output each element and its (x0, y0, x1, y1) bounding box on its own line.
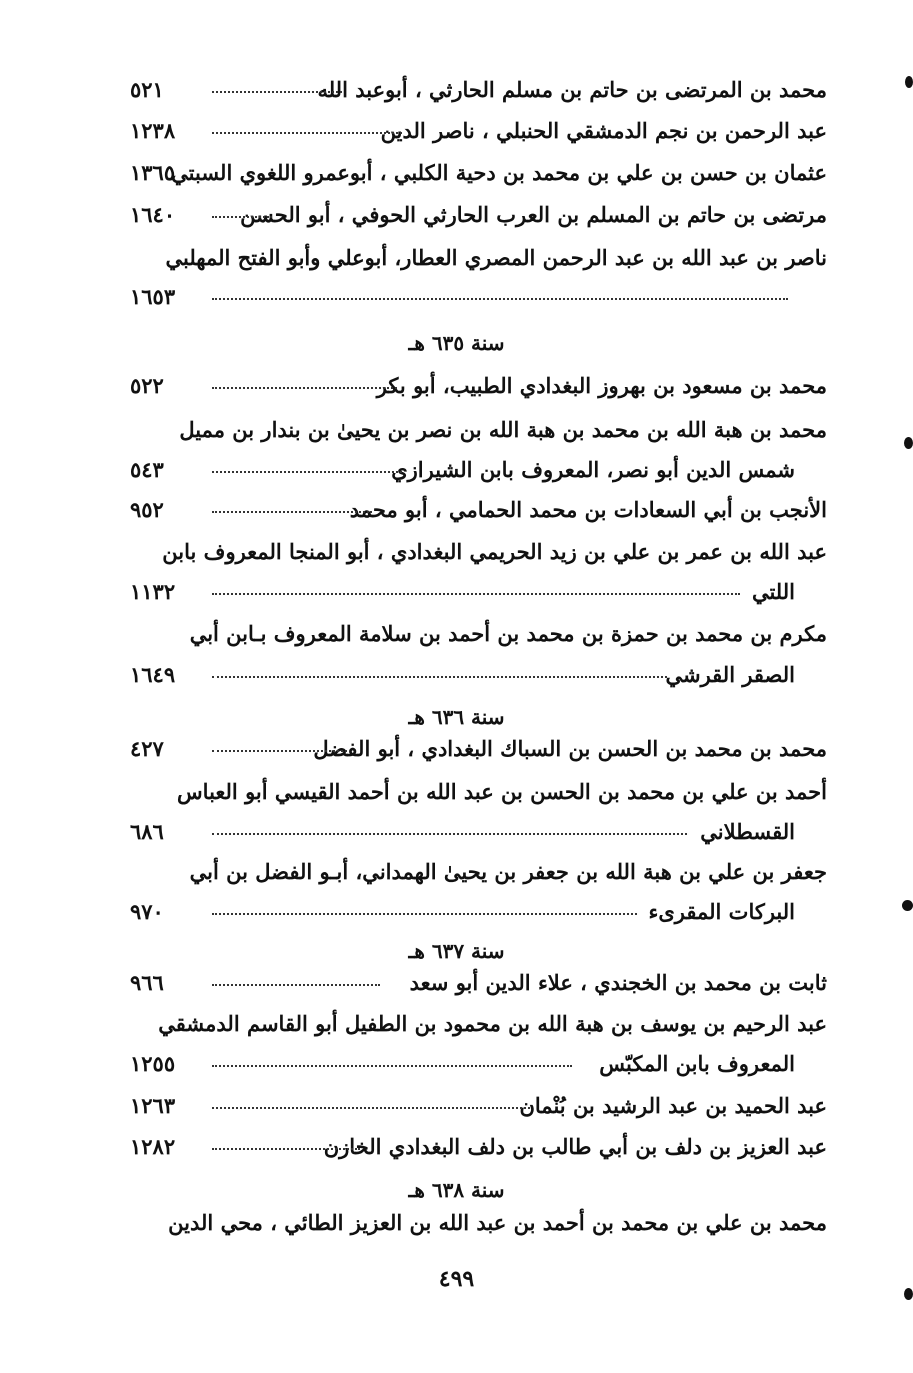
leader-dots (212, 216, 272, 218)
entry-name: ناصر بن عبد الله بن عبد الرحمن المصري العطار، أبوعلي وأبو الفتح المهلبي (165, 245, 827, 270)
index-entry-continuation (0, 892, 913, 932)
entry-name: جعفر بن علي بن هبة الله بن جعفر بن يحيىٰ الهمداني، أبـو الفضل بن أبي (189, 859, 827, 884)
index-entry (0, 153, 913, 193)
index-entry (0, 532, 913, 572)
index-entry (0, 70, 913, 110)
leader-dots (212, 750, 347, 752)
index-entry-continuation (0, 812, 913, 852)
entry-page: ٥٢٢ (130, 373, 164, 398)
index-entry (0, 772, 913, 812)
year-heading: سنة ٦٣٧ هـ (408, 939, 505, 963)
entry-name: أحمد بن علي بن محمد بن الحسن بن عبد الله بن أحمد القيسي أبو العباس (177, 779, 827, 804)
entry-page: ١٢٨٢ (130, 1134, 176, 1159)
index-entry (0, 195, 913, 235)
scan-speck (905, 76, 913, 88)
leader-dots (212, 132, 402, 134)
leader-dots (212, 676, 667, 678)
entry-name: الصقر القرشي (665, 662, 795, 687)
entry-page: ١١٣٢ (130, 579, 176, 604)
entry-name: ثابت بن محمد بن الخجندي ، علاء الدين أبو سعد (409, 970, 827, 995)
year-heading: سنة ٦٣٨ هـ (408, 1178, 505, 1202)
scan-speck (902, 900, 913, 911)
entry-page: ١٦٤٠ (130, 202, 176, 227)
leader-dots (212, 511, 372, 513)
entry-page: ١٣٦٥ (130, 160, 176, 185)
index-entry-continuation (0, 1044, 913, 1084)
entry-name: محمد بن محمد بن الحسن بن السباك البغدادي ، أبو الفضل (313, 736, 827, 761)
entry-page: ٦٨٦ (130, 819, 164, 844)
page-number: ٤٩٩ (438, 1266, 475, 1292)
index-entry (0, 410, 913, 450)
leader-dots (212, 471, 402, 473)
entry-name: مكرم بن محمد بن حمزة بن محمد بن أحمد بن سلامة المعروف بـابن أبي (189, 621, 827, 646)
entry-name: محمد بن المرتضى بن حاتم بن مسلم الحارثي ، أبوعبد الله (317, 77, 827, 102)
leader-dots (212, 984, 380, 986)
entry-page: ٩٥٢ (130, 497, 164, 522)
leader-dots (212, 1065, 572, 1067)
index-entry-continuation (0, 655, 913, 695)
entry-name: القسطلاني (700, 819, 795, 844)
entry-page: ٩٦٦ (130, 970, 164, 995)
index-entry-continuation (0, 572, 913, 612)
scan-speck (904, 1288, 913, 1300)
scan-speck (904, 437, 913, 449)
index-entry (0, 1086, 913, 1126)
index-entry (0, 1127, 913, 1167)
leader-dots (212, 1107, 530, 1109)
index-entry (0, 1203, 913, 1243)
leader-dots (212, 298, 788, 300)
leader-dots (212, 1148, 360, 1150)
leader-dots (212, 913, 637, 915)
leader-dots (212, 91, 342, 93)
entry-name: عبد الرحيم بن يوسف بن هبة الله بن محمود بن الطفيل أبو القاسم الدمشقي (158, 1011, 827, 1036)
leader-dots (212, 593, 740, 595)
entry-page: ٥٤٣ (130, 457, 164, 482)
entry-name: اللتي (751, 579, 795, 604)
entry-name: عبد الحميد بن عبد الرشيد بن بُنْمان (519, 1093, 827, 1118)
entry-page: ٥٢١ (130, 77, 164, 102)
entry-page: ١٦٥٣ (130, 284, 176, 309)
leader-dots (212, 833, 687, 835)
entry-page: ٤٢٧ (130, 736, 164, 761)
entry-name: شمس الدين أبو نصر، المعروف بابن الشيرازي (391, 457, 795, 482)
entry-name: الأنجب بن أبي السعادات بن محمد الحمامي ، أبو محمد (349, 497, 827, 522)
entry-name: عبد العزيز بن دلف بن أبي طالب بن دلف البغدادي الخازن (323, 1134, 827, 1159)
index-entry (0, 111, 913, 151)
entry-page: ١٦٤٩ (130, 662, 176, 687)
entry-name: محمد بن هبة الله بن محمد بن هبة الله بن نصر بن يحيىٰ بن بندار بن مميل (179, 417, 827, 442)
year-heading: سنة ٦٣٥ هـ (408, 331, 505, 355)
entry-name: محمد بن مسعود بن بهروز البغدادي الطبيب، أبو بكر (376, 373, 827, 398)
index-entry (0, 852, 913, 892)
entry-name: عبد الرحمن بن نجم الدمشقي الحنبلي ، ناصر الدين (380, 118, 827, 143)
leader-dots (212, 387, 397, 389)
index-entry-continuation (0, 450, 913, 490)
entry-name: المعروف بابن المكبّس (599, 1051, 795, 1076)
entry-name: مرتضى بن حاتم بن المسلم بن العرب الحارثي الحوفي ، أبو الحسن (240, 202, 827, 227)
index-entry (0, 366, 913, 406)
index-entry (0, 1004, 913, 1044)
entry-name: عبد الله بن عمر بن علي بن زيد الحريمي البغدادي ، أبو المنجا المعروف بابن (162, 539, 827, 564)
entry-name: محمد بن علي بن محمد بن أحمد بن عبد الله بن العزيز الطائي ، محي الدين (168, 1210, 827, 1235)
entry-page: ١٢٥٥ (130, 1051, 176, 1076)
index-entry (0, 963, 913, 1003)
entry-name: عثمان بن حسن بن علي بن محمد بن دحية الكلبي ، أبوعمرو اللغوي السبتي (171, 160, 827, 185)
index-entry-continuation (0, 277, 913, 317)
index-entry (0, 490, 913, 530)
index-entry (0, 614, 913, 654)
index-entry (0, 729, 913, 769)
entry-page: ١٢٦٣ (130, 1093, 176, 1118)
year-heading: سنة ٦٣٦ هـ (408, 705, 505, 729)
index-entry (0, 238, 913, 278)
entry-name: البركات المقرىء (648, 899, 795, 924)
entry-page: ٩٧٠ (130, 899, 164, 924)
entry-page: ١٢٣٨ (130, 118, 176, 143)
